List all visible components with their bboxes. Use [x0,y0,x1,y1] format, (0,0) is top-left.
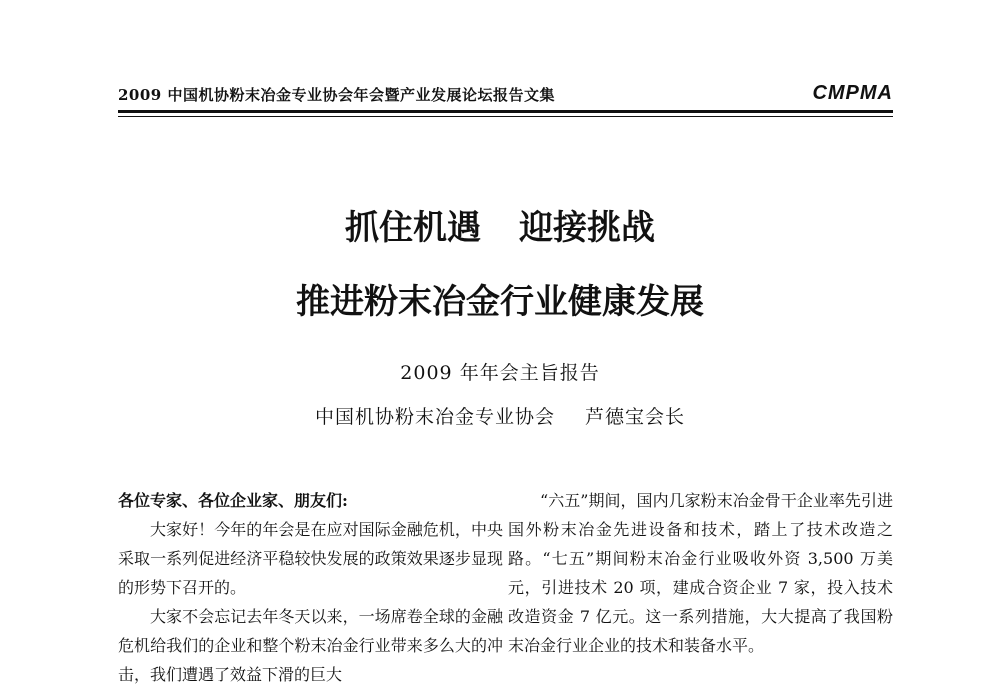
paragraph: 大家不会忘记去年冬天以来，一场席卷全球的金融危机给我们的企业和整个粉末冶金行业带来多么大的冲击，我们遭遇了效益下滑的巨大 [118,607,503,684]
right-column [508,486,893,660]
paragraph: “六五”期间，国内几家粉末冶金骨干企业率先引进国外粉末冶金先进设备和技术，踏上了技术改造之路。“七五”期间粉末冶金行业吸收外资 3,500 万美元，引进技术 20 项，建成合资企业 7 家，投入技术改造资金 7 亿元。这一系列措施，大大提高了我国粉末冶金行业企业的技术和装备水平。 [508,491,893,655]
title-line-2: 推进粉末冶金行业健康发展 [296,282,704,322]
author-name: 芦德宝会长 [585,406,686,428]
author-line [0,402,1000,429]
greeting: 各位专家、各位企业家、朋友们: [118,491,348,510]
report-subtitle: 2009 年年会主旨报告 [400,362,600,384]
left-column [118,486,503,689]
paragraph: 大家好！今年的年会是在应对国际金融危机，中央采取一系列促进经济平稳较快发展的政策效果逐步显现的形势下召开的。 [118,520,503,597]
title-part-1: 抓住机遇 [345,208,481,248]
header-rule-thin [118,116,893,117]
header-title: 2009 中国机协粉末冶金专业协会年会暨产业发展论坛报告文集 [118,86,555,104]
header-rule-thick [118,110,893,113]
article-title [0,208,1000,322]
title-line-1 [0,208,1000,248]
author-organization: 中国机协粉末冶金专业协会 [314,406,555,428]
cmpma-logo: CMPMA [812,82,893,104]
title-part-2: 迎接挑战 [519,208,655,248]
running-header [118,82,893,106]
